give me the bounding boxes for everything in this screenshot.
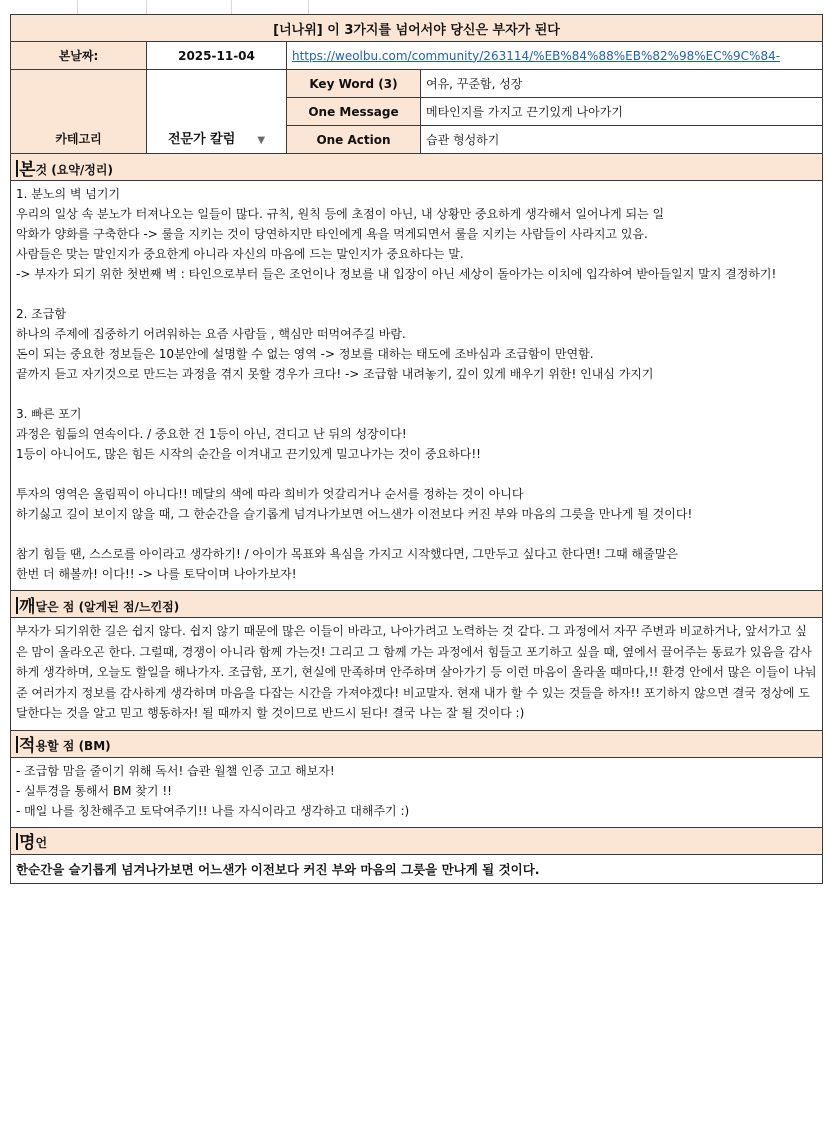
- apply-section-header: [11, 730, 823, 757]
- text-line: 1등이 아니어도, 많은 힘든 시작의 순간을 이겨내고 끈기있게 밀고나가는 것이 중요하다!!: [16, 447, 481, 461]
- quote-heading: 언: [35, 836, 48, 850]
- realized-section-header: [11, 591, 823, 618]
- keyword-label: Key Word (3): [287, 70, 421, 98]
- sheet-gridline: [308, 0, 309, 14]
- apply-initial: 적: [19, 736, 36, 756]
- text-line: - 조급함 맘을 줄이기 위해 독서! 습관 월챌 인증 고고 해보자!: [16, 763, 335, 778]
- text-line: [16, 284, 817, 304]
- sheet-gridline: [231, 0, 232, 14]
- text-line: [16, 524, 817, 544]
- action-label: One Action: [287, 126, 421, 154]
- text-line: 하기싫고 길이 보이지 않을 때, 그 한순간을 슬기롭게 넘겨나가보면 어느샌가 이전보다 커진 부와 마음의 그릇을 만나게 될 것이다!: [16, 507, 693, 521]
- text-line: 2. 조급함: [16, 307, 67, 321]
- action-value[interactable]: 습관 형성하기: [421, 126, 823, 154]
- text-line: 하나의 주제에 집중하기 어려워하는 요즘 사람들 , 핵심만 떠먹여주길 바람.: [16, 327, 406, 341]
- realized-heading: 달은 점 (알게된 점/느낀점): [35, 599, 180, 614]
- source-url-cell[interactable]: [287, 42, 823, 70]
- text-line: [16, 464, 817, 484]
- keyword-value[interactable]: 여유, 꾸준함, 성장: [421, 70, 823, 98]
- category-dropdown[interactable]: [147, 70, 287, 154]
- section-marker: [16, 736, 18, 753]
- text-line: -> 부자가 되기 위한 첫번째 벽 : 타인으로부터 들은 조언이나 정보를 내 입장이 아닌 세상이 돌아가는 이치에 입각하여 받아들일지 말지 결정하기!: [16, 267, 777, 281]
- quote-body[interactable]: 한순간을 슬기롭게 넘겨나가보면 어느샌가 이전보다 커진 부와 마음의 그릇을 만나게 될 것이다.: [11, 854, 823, 883]
- page-title[interactable]: [너나위] 이 3가지를 넘어서야 당신은 부자가 된다: [11, 15, 823, 42]
- text-line: 한번 더 해볼까! 이다!! -> 나를 토닥이며 나아가보자!: [16, 567, 297, 581]
- category-label: 카테고리: [11, 70, 147, 154]
- section-marker: [16, 833, 18, 850]
- source-url-link[interactable]: https://weolbu.com/community/263114/%EB%84%88%EB%82%98%EC%9C%84-: [292, 48, 781, 63]
- date-label: 본날짜:: [11, 42, 147, 70]
- text-line: - 실투경을 통해서 BM 찾기 !!: [16, 783, 172, 798]
- summary-section-header: [11, 154, 823, 181]
- summary-initial: 본: [19, 159, 36, 180]
- summary-body[interactable]: [11, 181, 823, 591]
- text-line: 돈이 되는 중요한 정보들은 10분안에 설명할 수 없는 영역 -> 정보를 대하는 태도에 조바심과 조급함이 만연함.: [16, 347, 594, 361]
- sheet-gridline: [77, 0, 78, 14]
- text-line: 우리의 일상 속 분노가 터져나오는 일들이 많다. 규칙, 원칙 등에 초점이 아닌, 내 상황만 중요하게 생각해서 일어나게 되는 일: [16, 207, 665, 221]
- section-marker: [16, 597, 18, 614]
- chevron-down-icon[interactable]: ▼: [257, 135, 266, 146]
- text-line: 사람들은 맞는 말인지가 중요한게 아니라 자신의 마음에 드는 말인지가 중요하다는 말.: [16, 247, 464, 261]
- apply-heading: 용할 점 (BM): [35, 739, 111, 753]
- text-line: - 매일 나를 칭찬해주고 토닥여주기!! 나를 자식이라고 생각하고 대해주기 :): [16, 803, 410, 818]
- text-line: 악화가 양화를 구축한다 -> 룰을 지키는 것이 당연하지만 타인에게 욕을 먹게되면서 룰을 지키는 사람들이 사라지고 있음.: [16, 227, 648, 241]
- text-line: 참기 힘들 땐, 스스로를 아이라고 생각하기! / 아이가 목표와 욕심을 가지고 시작했다면, 그만두고 싶다고 한다면! 그때 해줄말은: [16, 547, 678, 561]
- category-value: 전문가 칼럼: [167, 132, 236, 147]
- quote-section-header: [11, 827, 823, 854]
- text-line: 3. 빠른 포기: [16, 407, 82, 421]
- text-line: 과정은 힘듦의 연속이다. / 중요한 건 1등이 아닌, 견디고 난 뒤의 성장이다!: [16, 427, 407, 441]
- message-value[interactable]: 메타인지를 가지고 끈기있게 나아가기: [421, 98, 823, 126]
- text-line: 투자의 영역은 올림픽이 아니다!! 메달의 색에 따라 희비가 엇갈리거나 순서를 정하는 것이 아니다: [16, 487, 524, 501]
- summary-heading: 것 (요약/정리): [35, 162, 113, 177]
- realized-initial: 깨: [19, 596, 36, 617]
- quote-initial: 명: [19, 833, 36, 853]
- sheet-gridline: [146, 0, 147, 14]
- realized-body[interactable]: 부자가 되기위한 길은 쉽지 않다. 쉽지 않기 때문에 많은 이들이 바라고, 나아가려고 노력하는 것 같다. 그 과정에서 자꾸 주변과 비교하거나, 앞서가고 싶은 맘이 올라오곤 한다. 그럴때, 경쟁이 아니라 함께 가는것! 그리고 그 함께 가는 과정에서 힘들고 포기하고 싶을 때, 옆에서 끌어주는 동료가 있음을 감사하게 생각하며, 오늘도 할일을 해나가자. 조급함, 포기, 현실에 만족하며 안주하며 살아가기 등 이런 마음이 올라올 때마다,!! 환경 안에서 많은 이들이 나눠준 여러가지 정보를 감사하게 생각하며 마음을 다잡는 시간을 가져야겠다! 비교말자. 현재 내가 할 수 있는 것들을 하자!! 포기하지 않으면 결국 정상에 도달한다는 것을 알고 믿고 행동하자! 될 때까지 할 것이므로 반드시 된다! 결국 나는 잘 될 것이다 :): [11, 618, 823, 731]
- text-line: 1. 분노의 벽 넘기기: [16, 187, 121, 201]
- section-marker: [16, 160, 18, 177]
- message-label: One Message: [287, 98, 421, 126]
- apply-body[interactable]: [11, 757, 823, 827]
- date-value[interactable]: 2025-11-04: [147, 42, 287, 70]
- study-note-sheet: [10, 14, 822, 1120]
- text-line: [16, 384, 817, 404]
- note-table: [10, 14, 823, 884]
- text-line: 끝까지 듣고 자기것으로 만드는 과정을 겪지 못할 경우가 크다! -> 조급함 내려놓기, 깊이 있게 배우기 위한! 인내심 가지기: [16, 367, 654, 381]
